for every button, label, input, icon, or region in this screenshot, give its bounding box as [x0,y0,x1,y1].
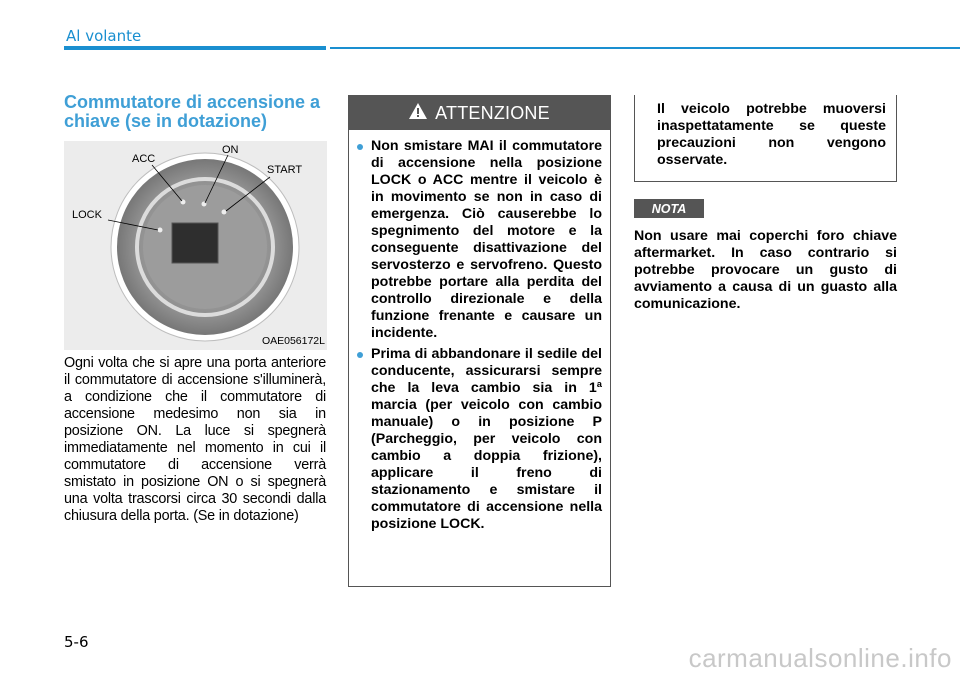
nota-label: NOTA [634,199,704,218]
ignition-switch-illustration [64,141,327,350]
start-label: START [267,164,303,176]
acc-label: ACC [132,153,156,165]
key-slot [172,223,218,263]
watermark: carmanualsonline.info [688,643,952,673]
bullet-icon [357,352,363,358]
warning-title: ATTENZIONE [435,102,550,123]
page-heading: Commutatore di accensione a chiave (se in dotazione) [64,92,321,131]
page-number: 5-6 [64,633,89,651]
start-position-dot [222,210,227,215]
warning-header [349,96,610,130]
warning-triangle-icon [409,103,427,124]
section-title: Al volante [66,27,142,45]
warning-item-text: Prima di abbandonare il sedile del conducente, assicurarsi sempre che la leva cambio sia in 1ª marcia (per veicolo con cambio manuale) o in posizione P (Parcheggio, per veicolo con cambio a doppia frizione), applicare il freno di stazionamento e smistare il commutatore di accensione nella posizione LOCK. [371,346,602,532]
nota-text: Non usare mai coperchi foro chiave aftermarket. In caso contrario si potrebbe provocare un gusto di avviamento a causa di un guasto alla comunicazione. [634,228,897,312]
warning-list [349,130,610,533]
warning-item [357,346,602,533]
warning-box [348,95,611,587]
body-paragraph: Ogni volta che si apre una porta anteriore il commutatore di accensione s'illuminerà, a condizione che il commutatore di accensione medesimo non sia in posizione ON. La luce si spegnerà immediatamente nel momento in cui il commutatore di accensione verrà smistato in posizione ON o si spegnerà una volta trascorsi circa 30 secondi dalla chiusura della porta. (Se in dotazione) [64,355,326,524]
warning-item-text: Non smistare MAI il commutatore di accensione nella posizione LOCK o ACC mentre il veicolo è in movimento se non in caso di emergenza. Ciò causerebbe lo spegnimento del motore e la conseguente disattivazione del servosterzo e servofreno. Questo potrebbe portare alla perdita del controllo direzionale e della funzione frenante e causare un incidente. [371,138,602,341]
bullet-icon [357,144,363,150]
header-rule [330,47,960,49]
warning-item [357,138,602,342]
lock-label: LOCK [72,209,102,221]
ignition-switch-figure [64,141,327,350]
header-rule-accent [64,46,326,50]
figure-code: OAE056172L [261,335,325,347]
warning-continuation-box: Il veicolo potrebbe muoversi inaspettatamente se queste precauzioni non vengono osservate. [634,95,897,182]
lock-position-dot [158,228,163,233]
on-label: ON [222,144,239,156]
